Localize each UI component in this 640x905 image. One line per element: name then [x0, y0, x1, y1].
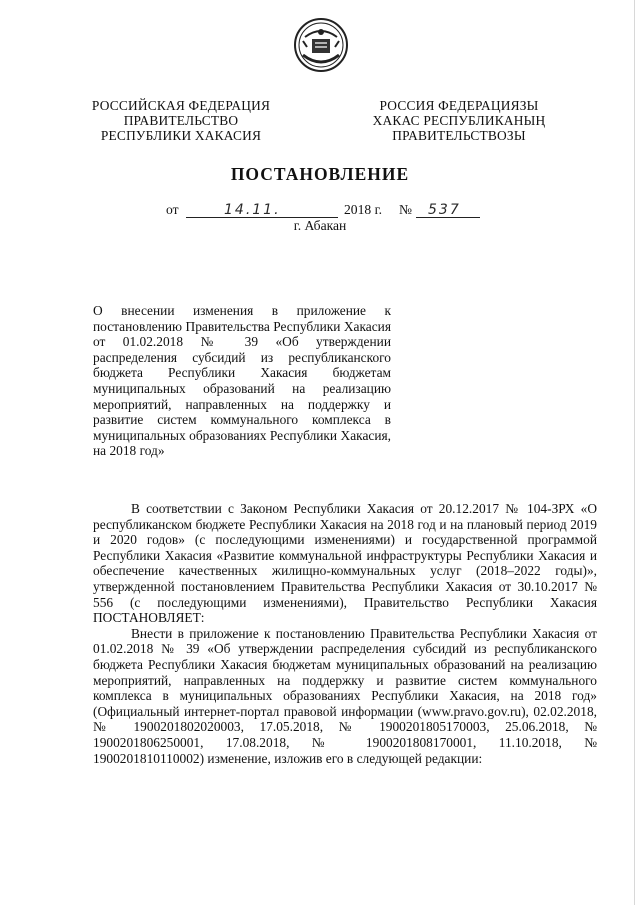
date-prefix: от [166, 202, 179, 217]
city: г. Абакан [293, 218, 347, 233]
date-handwritten: 14.11. [224, 202, 281, 218]
paragraph: В соответствии с Законом Республики Хакасия от 20.12.2017 № 104-ЗРХ «О республиканском бюджете Республики Хакасия на 2018 год и на плановый период 2019 и 2020 годов» (с последующими изменениями) и государственной программой Республики Хакасия «Развитие коммунальной инфраструктуры Республики Хакасия и обеспечение качественных жилищно-коммунальных услуг (2018–2022 годы)», утвержденной постановлением Правительства Республики Хакасия от 30.10.2017 № 556 (с последующими изменениями), Правительство Республики Хакасия ПОСТАНОВЛЯЕТ: [93, 501, 597, 626]
header-right [344, 98, 574, 143]
subject-block [93, 303, 391, 459]
number-handwritten: 537 [428, 202, 461, 218]
header-left-line: ПРАВИТЕЛЬСТВО [123, 113, 239, 128]
header-left-line: РЕСПУБЛИКИ ХАКАСИЯ [100, 128, 262, 143]
header-left-line: РОССИЙСКАЯ ФЕДЕРАЦИЯ [91, 98, 271, 113]
document-title: ПОСТАНОВЛЕНИЕ [230, 164, 410, 184]
page-edge [634, 0, 635, 905]
date-year: 2018 г. [344, 202, 383, 217]
header-right-line: РОССИЯ ФЕДЕРАЦИЯЗЫ [379, 98, 539, 113]
header-right-line: ПРАВИТЕЛЬСТВОЗЫ [392, 128, 526, 143]
khakassia-coat-of-arms-icon [293, 17, 349, 73]
body-text [93, 501, 597, 766]
number-sign: № [399, 202, 412, 217]
header-right-line: ХАКАС РЕСПУБЛИКАНЫҢ [372, 113, 546, 128]
header-left [66, 98, 296, 143]
subject-text: О внесении изменения в приложение к постановлению Правительства Республики Хакасия от 01.02.2018 № 39 «Об утверждении распределения субсидий из республиканского бюджета Республики Хакасия бюджетам муниципальных образований на реализацию мероприятий, направленных на поддержку и развитие систем коммунального комплекса в муниципальных образованиях Республики Хакасия, на 2018 год» [93, 303, 391, 459]
paragraph: Внести в приложение к постановлению Правительства Республики Хакасия от 01.02.2018 № 39 «Об утверждении распределения субсидий из республиканского бюджета Республики Хакасия бюджетам муниципальных образований на реализацию мероприятий, направленных на поддержку и развитие систем коммунального комплекса в муниципальных образованиях Республики Хакасия, на 2018 год» (Официальный интернет-портал правовой информации (www.pravo.gov.ru), 02.02.2018, № 1900201802020003, 17.05.2018, № 1900201805170003, 25.06.2018, № 1900201806250001, 17.08.2018, № 1900201808170001, 11.10.2018, № 1900201810110002) изменение, изложив его в следующей редакции: [93, 625, 597, 766]
